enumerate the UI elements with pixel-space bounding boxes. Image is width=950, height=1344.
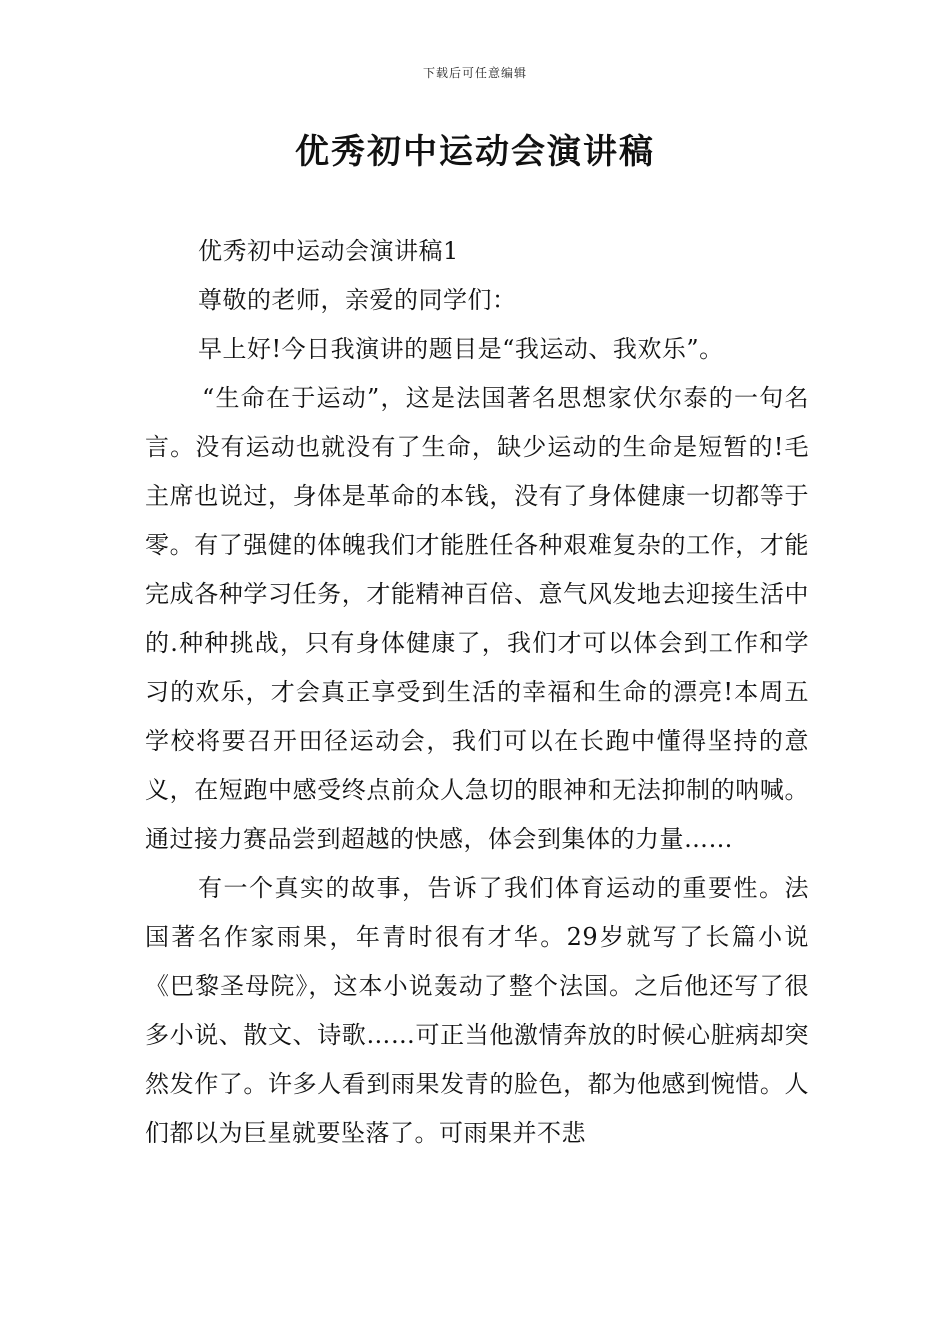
paragraph-subtitle: 优秀初中运动会演讲稿1 bbox=[198, 237, 459, 265]
document-body bbox=[145, 227, 809, 1158]
page-header-note: 下载后可任意编辑 bbox=[422, 66, 527, 80]
paragraph-body-1: “生命在于运动”，这是法国著名思想家伏尔泰的一句名言。没有运动也就没有了生命，缺少运动的生命是短暂的!毛主席也说过，身体是革命的本钱，没有了身体健康一切都等于零。有了强健的体魄我们才能胜任各种艰难复杂的工作，才能完成各种学习任务，才能精神百倍、意气风发地去迎接生活中的.种种挑战，只有身体健康了，我们才可以体会到工作和学习的欢乐，才会真正享受到生活的幸福和生命的漂亮!本周五学校将要召开田径运动会，我们可以在长跑中懂得坚持的意义，在短跑中感受终点前众人急切的眼神和无法抑制的呐喊。通过接力赛品尝到超越的快感，体会到集体的力量…… bbox=[145, 384, 809, 853]
paragraph-body-2: 有一个真实的故事，告诉了我们体育运动的重要性。法国著名作家雨果，年青时很有才华。29岁就写了长篇小说《巴黎圣母院》，这本小说轰动了整个法国。之后他还写了很多小说、散文、诗歌……可正当他激情奔放的时候心脏病却突然发作了。许多人看到雨果发青的脸色，都为他感到惋惜。人们都以为巨星就要坠落了。可雨果并不悲 bbox=[145, 874, 809, 1147]
document-title: 优秀初中运动会演讲稿 bbox=[295, 132, 655, 172]
paragraph-salutation: 尊敬的老师，亲爱的同学们： bbox=[198, 286, 517, 314]
paragraph-greeting: 早上好!今日我演讲的题目是“我运动、我欢乐”。 bbox=[198, 335, 724, 363]
